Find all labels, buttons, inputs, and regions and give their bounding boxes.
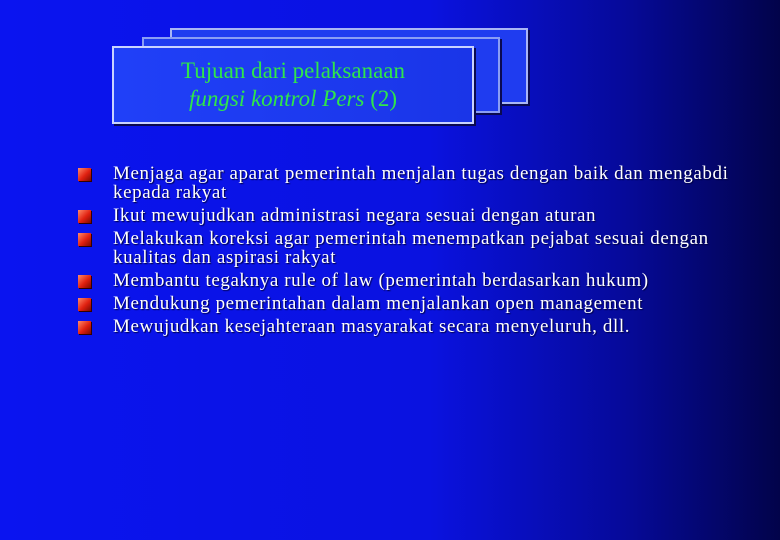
bullet-list — [78, 164, 758, 340]
bullet-item — [78, 271, 758, 290]
red-square-bullet-icon — [78, 168, 91, 181]
slide-title-line1: Tujuan dari pelaksanaan — [181, 58, 405, 83]
red-square-bullet-icon — [78, 298, 91, 311]
bullet-item — [78, 164, 758, 202]
title-card-stack — [110, 28, 530, 128]
bullet-text: Menjaga agar aparat pemerintah menjalan tugas dengan baik dan mengabdi kepada rakyat — [113, 163, 729, 203]
bullet-item — [78, 294, 758, 313]
bullet-item — [78, 317, 758, 336]
bullet-text: Mewujudkan kesejahteraan masyarakat secara menyeluruh, dll. — [113, 316, 631, 337]
slide-title-line2 — [189, 85, 397, 113]
bullet-text: Mendukung pemerintahan dalam menjalankan open management — [113, 293, 644, 314]
bullet-item — [78, 229, 758, 267]
red-square-bullet-icon — [78, 210, 91, 223]
red-square-bullet-icon — [78, 321, 91, 334]
bullet-item — [78, 206, 758, 225]
slide-title-line2-text: fungsi kontrol Pers — [188, 86, 365, 111]
red-square-bullet-icon — [78, 275, 91, 288]
slide-title-number: (2) — [370, 86, 398, 111]
bullet-text: Ikut mewujudkan administrasi negara sesuai dengan aturan — [113, 205, 597, 226]
red-square-bullet-icon — [78, 233, 91, 246]
bullet-text: Melakukan koreksi agar pemerintah menempatkan pejabat sesuai dengan kualitas dan aspirasi rakyat — [113, 228, 709, 268]
bullet-text: Membantu tegaknya rule of law (pemerintah berdasarkan hukum) — [113, 270, 649, 291]
title-card — [112, 46, 474, 124]
